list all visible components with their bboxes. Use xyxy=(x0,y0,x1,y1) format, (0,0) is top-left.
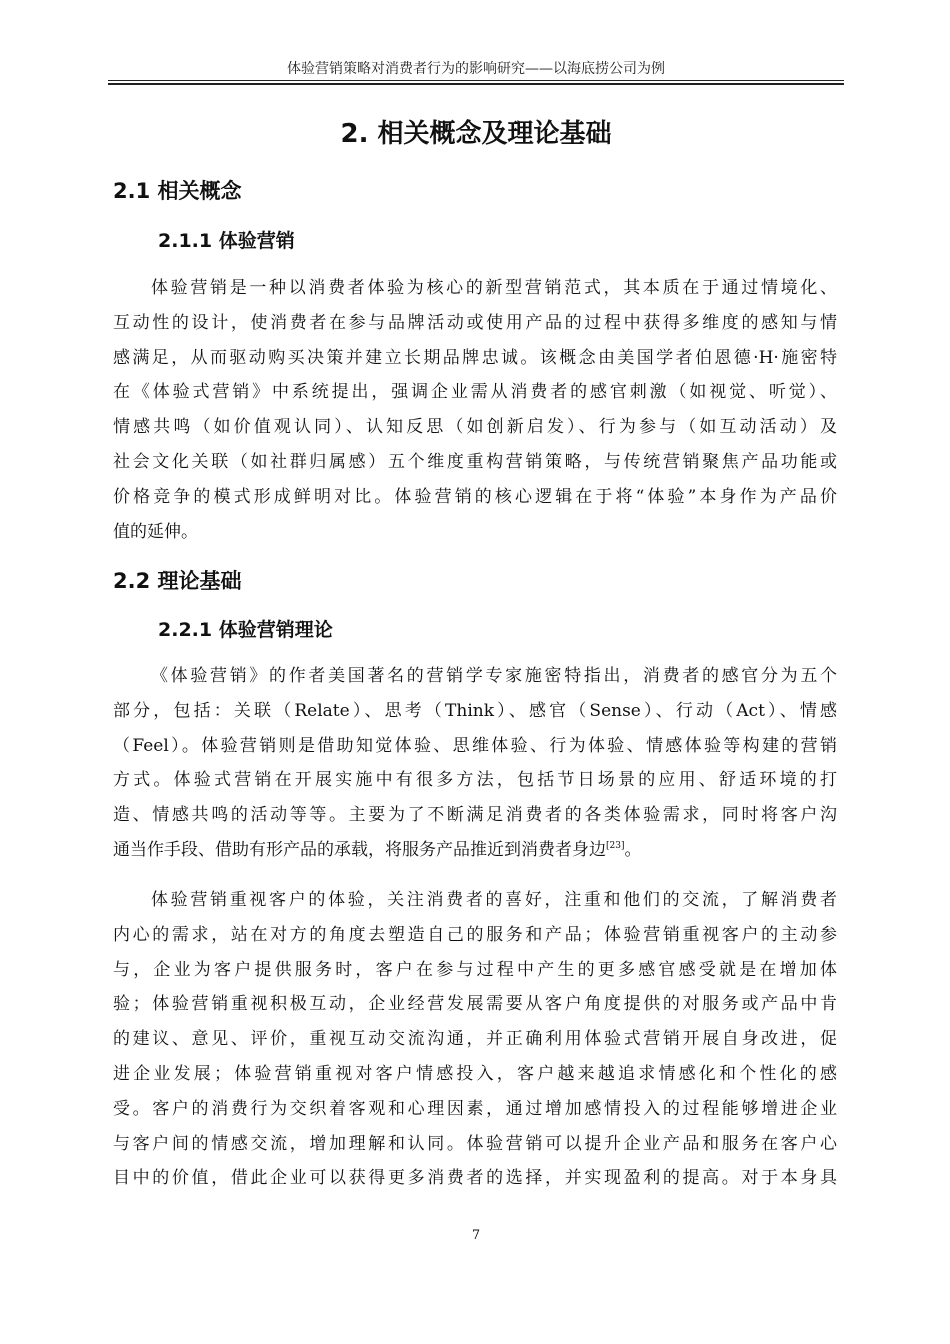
text-line: 与客户间的情感交流，增加理解和认同。体验营销可以提升企业产品和服务在客户心 xyxy=(113,1133,837,1154)
text-line: 价格竞争的模式形成鲜明对比。体验营销的核心逻辑在于将“体验”本身作为产品价 xyxy=(113,486,837,507)
text-line: 情感共鸣（如价值观认同）、认知反思（如创新启发）、行为参与（如互动活动）及 xyxy=(113,417,837,438)
text-line: 体验营销是一种以消费者体验为核心的新型营销范式，其本质在于通过情境化、 xyxy=(151,278,837,298)
text-line: 互动性的设计，使消费者在参与品牌活动或使用产品的过程中获得多维度的感知与情 xyxy=(113,312,837,333)
text-line: （Feel）。体验营销则是借助知觉体验、思维体验、行为体验、情感体验等构建的营销 xyxy=(113,735,837,756)
text-line: 社会文化关联（如社群归属感）五个维度重构营销策略，与传统营销聚焦产品功能或 xyxy=(113,451,837,472)
text-line: 部分，包括：关联（Relate）、思考（Think）、感官（Sense）、行动（Act）、情感 xyxy=(113,700,837,721)
paragraph-theory-2 xyxy=(113,883,837,1196)
citation-marker: [23] xyxy=(606,840,625,851)
running-header: 体验营销策略对消费者行为的影响研究——以海底捞公司为例 xyxy=(287,61,665,77)
text-line: 目中的价值，借此企业可以获得更多消费者的选择，并实现盈利的提高。对于本身具 xyxy=(113,1168,837,1189)
text-line: 验；体验营销重视积极互动，企业经营发展需要从客户角度提供的对服务或产品中肯 xyxy=(113,994,837,1015)
text-line: 感满足，从而驱动购买决策并建立长期品牌忠诚。该概念由美国学者伯恩德·H·施密特 xyxy=(113,347,837,368)
text-line: 内心的需求，站在对方的角度去塑造自己的服务和产品；体验营销重视客户的主动参 xyxy=(113,924,837,945)
text-fragment: 。 xyxy=(624,839,642,860)
chapter-title: 2. 相关概念及理论基础 xyxy=(340,119,612,149)
paragraph-theory-1 xyxy=(113,659,837,868)
text-line: 造、情感共鸣的活动等等。主要为了不断满足消费者的各类体验需求，同时将客户沟 xyxy=(113,805,837,826)
paragraph-experiential-marketing xyxy=(113,271,837,549)
text-line: 与，企业为客户提供服务时，客户在参与过程中产生的更多感官感受就是在增加体 xyxy=(113,959,837,980)
text-line: 的建议、意见、评价，重视互动交流沟通，并正确利用体验式营销开展自身改进，促 xyxy=(113,1029,837,1050)
subsection-heading-2-2-1: 2.2.1 体验营销理论 xyxy=(158,619,333,641)
subsection-heading-2-1-1: 2.1.1 体验营销 xyxy=(158,230,295,252)
section-heading-2-2: 2.2 理论基础 xyxy=(113,569,242,593)
text-line: 方式。体验式营销在开展实施中有很多方法，包括节日场景的应用、舒适环境的打 xyxy=(113,770,837,791)
page-number: 7 xyxy=(471,1228,481,1243)
text-line: 值的延伸。 xyxy=(113,521,198,542)
text-line: 在《体验式营销》中系统提出，强调企业需从消费者的感官刺激（如视觉、听觉）、 xyxy=(113,382,837,403)
header-rule-thin xyxy=(108,80,844,81)
text-line: 受。客户的消费行为交织着客观和心理因素，通过增加感情投入的过程能够增进企业 xyxy=(113,1098,837,1119)
header-rule-thick xyxy=(108,83,844,85)
text-fragment: 通当作手段、借助有形产品的承载，将服务产品推近到消费者身边 xyxy=(113,839,606,860)
text-line: 《体验营销》的作者美国著名的营销学专家施密特指出，消费者的感官分为五个 xyxy=(151,666,837,686)
text-line xyxy=(113,833,837,868)
section-heading-2-1: 2.1 相关概念 xyxy=(113,179,242,203)
text-line: 进企业发展；体验营销重视对客户情感投入，客户越来越追求情感化和个性化的感 xyxy=(113,1063,837,1084)
text-line: 体验营销重视客户的体验，关注消费者的喜好，注重和他们的交流，了解消费者 xyxy=(151,890,837,910)
